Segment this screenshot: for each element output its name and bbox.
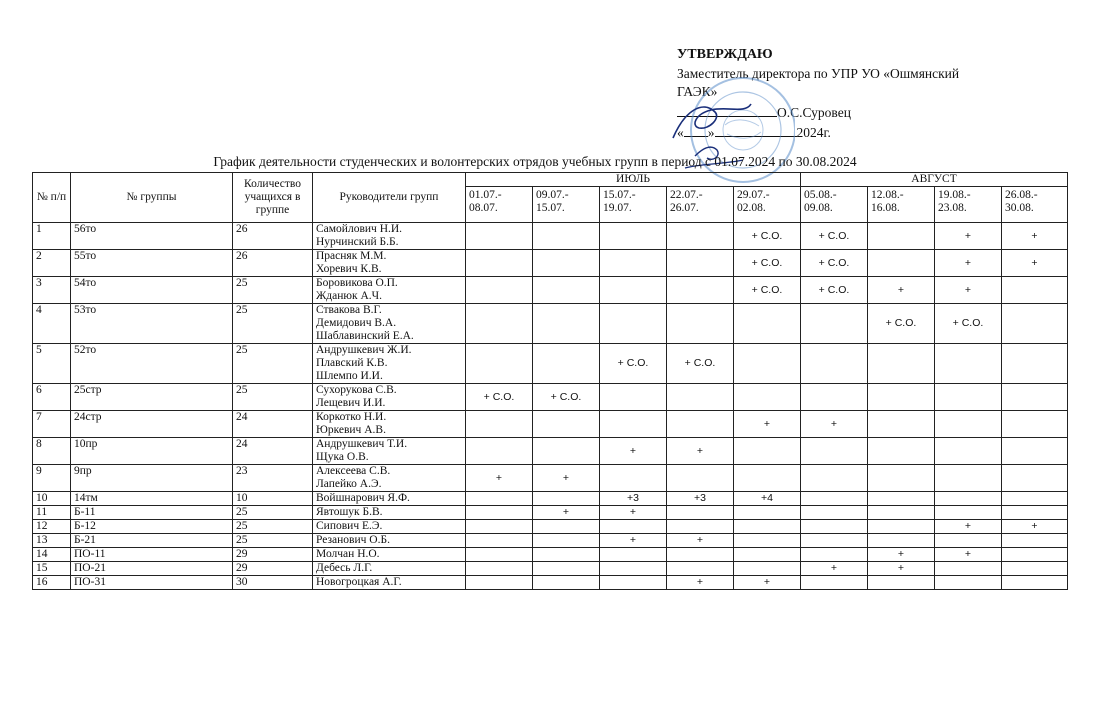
schedule-cell [533,438,600,465]
schedule-cell: + С.О. [734,277,801,304]
schedule-cell [935,384,1002,411]
schedule-cell [734,438,801,465]
row-count: 25 [233,344,313,384]
schedule-cell [935,344,1002,384]
row-group: ПО-11 [71,548,233,562]
row-leaders [313,411,466,438]
row-leaders [313,438,466,465]
row-count: 26 [233,223,313,250]
schedule-cell [935,534,1002,548]
schedule-cell: + С.О. [734,223,801,250]
row-number: 6 [33,384,71,411]
row-leaders [313,506,466,520]
leader-name: Жданюк А.Ч. [316,290,382,302]
document-title: График деятельности студенческих и волонтерских отрядов учебных групп в период с 01.07.2024 по 30.08.2024 [213,154,857,169]
row-leaders [313,223,466,250]
schedule-cell [868,250,935,277]
schedule-cell [935,492,1002,506]
row-group: 24стр [71,411,233,438]
table-row [33,492,1068,506]
row-number: 2 [33,250,71,277]
leader-name: Новогроцкая А.Г. [316,576,402,588]
row-count: 24 [233,438,313,465]
schedule-cell [868,223,935,250]
row-count: 24 [233,411,313,438]
row-count: 10 [233,492,313,506]
schedule-cell [667,411,734,438]
col-header-count: Количество учащихся в группе [233,173,313,223]
table-row [33,344,1068,384]
schedule-cell [600,465,667,492]
schedule-cell [667,250,734,277]
schedule-cell: + С.О. [801,277,868,304]
schedule-cell [533,250,600,277]
schedule-cell [1002,438,1068,465]
schedule-cell [734,304,801,344]
schedule-cell: + [734,411,801,438]
schedule-cell [801,492,868,506]
row-count: 25 [233,534,313,548]
col-header-group: № группы [71,173,233,223]
leader-name: Нурчинский Б.Б. [316,236,399,248]
schedule-cell [667,384,734,411]
schedule-cell: + [868,277,935,304]
row-leaders [313,576,466,590]
schedule-cell [868,576,935,590]
schedule-cell [801,506,868,520]
leader-name: Андрушкевич Ж.И. [316,344,412,356]
row-leaders [313,548,466,562]
period-header: 01.07.- 08.07. [466,187,533,223]
leader-name: Сипович Е.Э. [316,520,383,532]
schedule-cell [1002,534,1068,548]
table-row [33,576,1068,590]
col-header-leaders: Руководители групп [313,173,466,223]
period-header: 12.08.- 16.08. [868,187,935,223]
schedule-cell [734,465,801,492]
schedule-cell [734,520,801,534]
leader-name: Лапейко А.Э. [316,478,382,490]
period-header: 22.07.- 26.07. [667,187,734,223]
row-group: 56то [71,223,233,250]
schedule-cell [533,548,600,562]
leader-name: Боровикова О.П. [316,277,398,289]
table-row [33,304,1068,344]
schedule-cell [935,576,1002,590]
row-leaders [313,562,466,576]
schedule-cell [868,344,935,384]
col-header-num: № п/п [33,173,71,223]
schedule-cell [868,492,935,506]
schedule-cell: + [667,576,734,590]
schedule-cell [801,438,868,465]
schedule-cell: + С.О. [734,250,801,277]
schedule-cell: + [935,250,1002,277]
row-leaders [313,465,466,492]
table-row [33,223,1068,250]
schedule-cell: +3 [667,492,734,506]
row-count: 25 [233,304,313,344]
leader-name: Сухорукова С.В. [316,384,397,396]
schedule-cell: + [600,534,667,548]
schedule-cell [1002,304,1068,344]
schedule-cell: + С.О. [466,384,533,411]
schedule-cell [600,304,667,344]
row-count: 30 [233,576,313,590]
date-quote-open: « [677,125,684,140]
schedule-cell [935,465,1002,492]
schedule-cell: + [600,506,667,520]
schedule-cell [1002,562,1068,576]
leader-name: Алексеева С.В. [316,465,391,477]
schedule-cell: + [935,223,1002,250]
schedule-cell: + [600,438,667,465]
schedule-cell [466,304,533,344]
schedule-cell [466,534,533,548]
schedule-cell [600,562,667,576]
leader-name: Дебесь Л.Г. [316,562,373,574]
row-count: 25 [233,277,313,304]
schedule-cell [533,304,600,344]
leader-name: Молчан Н.О. [316,548,380,560]
schedule-cell [466,438,533,465]
leader-name: Прасняк М.М. [316,250,387,262]
schedule-cell [667,465,734,492]
schedule-cell: + [734,576,801,590]
row-count: 23 [233,465,313,492]
schedule-cell [734,548,801,562]
row-group: ПО-21 [71,562,233,576]
schedule-cell: + [533,506,600,520]
schedule-cell [868,438,935,465]
row-leaders [313,250,466,277]
schedule-cell [801,576,868,590]
schedule-cell [1002,465,1068,492]
schedule-cell: + [935,520,1002,534]
schedule-cell [466,344,533,384]
schedule-cell: + [466,465,533,492]
schedule-cell [868,384,935,411]
schedule-cell [667,562,734,576]
schedule-cell [600,548,667,562]
row-leaders [313,277,466,304]
table-row [33,438,1068,465]
schedule-cell [935,562,1002,576]
leader-name: Хоревич К.В. [316,263,382,275]
row-leaders [313,534,466,548]
schedule-cell: + С.О. [801,250,868,277]
schedule-cell: + [801,562,868,576]
row-group: Б-11 [71,506,233,520]
row-number: 13 [33,534,71,548]
table-row [33,520,1068,534]
row-number: 4 [33,304,71,344]
leader-name: Коркотко Н.И. [316,411,387,423]
date-quote-close: » [707,125,715,140]
schedule-cell [801,344,868,384]
row-number: 3 [33,277,71,304]
schedule-cell [533,576,600,590]
schedule-cell [1002,548,1068,562]
schedule-cell [1002,344,1068,384]
row-number: 16 [33,576,71,590]
schedule-cell [600,520,667,534]
row-group: 53то [71,304,233,344]
schedule-cell [801,465,868,492]
row-group: 54то [71,277,233,304]
schedule-cell [801,548,868,562]
table-row [33,465,1068,492]
schedule-cell: + [1002,520,1068,534]
schedule-cell [533,411,600,438]
schedule-cell [868,465,935,492]
table-row [33,534,1068,548]
row-leaders [313,304,466,344]
schedule-cell: +4 [734,492,801,506]
schedule-cell [734,344,801,384]
row-leaders [313,520,466,534]
schedule-cell: + [868,548,935,562]
schedule-cell [868,411,935,438]
row-group: 55то [71,250,233,277]
row-count: 25 [233,520,313,534]
schedule-cell [734,384,801,411]
leader-name: Демидович В.А. [316,317,397,329]
schedule-cell [801,534,868,548]
schedule-cell [600,277,667,304]
table-row [33,277,1068,304]
row-number: 11 [33,506,71,520]
row-number: 5 [33,344,71,384]
schedule-cell [935,506,1002,520]
signer-name: О.С.Суровец [777,104,851,120]
schedule-cell: + [1002,250,1068,277]
schedule-cell [868,534,935,548]
row-group: Б-12 [71,520,233,534]
leader-name: Явтошук Б.В. [316,506,383,518]
schedule-cell [667,223,734,250]
schedule-cell [466,411,533,438]
schedule-cell [667,548,734,562]
schedule-cell [466,506,533,520]
period-header: 05.08.- 09.08. [801,187,868,223]
row-group: ПО-31 [71,576,233,590]
schedule-cell [466,520,533,534]
schedule-cell [935,438,1002,465]
approval-position-line1: Заместитель директора по УПР УО «Ошмянский [677,65,960,81]
schedule-cell [734,534,801,548]
schedule-cell [466,548,533,562]
row-count: 25 [233,506,313,520]
schedule-cell [533,520,600,534]
schedule-cell [533,344,600,384]
leader-name: Андрушкевич Т.И. [316,438,408,450]
row-group: 25стр [71,384,233,411]
period-header: 26.08.- 30.08. [1002,187,1068,223]
schedule-cell [533,534,600,548]
schedule-cell [533,492,600,506]
row-number: 7 [33,411,71,438]
leader-name: Шаблавинский Е.А. [316,330,414,342]
period-header: 29.07.- 02.08. [734,187,801,223]
schedule-cell: + [1002,223,1068,250]
row-number: 8 [33,438,71,465]
schedule-cell: + С.О. [935,304,1002,344]
month-header-july: ИЮЛЬ [466,173,801,187]
schedule-cell [801,304,868,344]
schedule-cell [1002,384,1068,411]
row-number: 12 [33,520,71,534]
row-count: 29 [233,562,313,576]
schedule-cell [667,520,734,534]
row-number: 10 [33,492,71,506]
row-group: 10пр [71,438,233,465]
leader-name: Щука О.В. [316,451,369,463]
row-group: 9пр [71,465,233,492]
schedule-cell [600,411,667,438]
schedule-cell: + С.О. [667,344,734,384]
schedule-cell: + С.О. [600,344,667,384]
leader-name: Плавский К.В. [316,357,388,369]
row-count: 26 [233,250,313,277]
schedule-cell [1002,277,1068,304]
schedule-cell: + С.О. [801,223,868,250]
schedule-cell [667,506,734,520]
schedule-cell [533,223,600,250]
leader-name: Юркевич А.В. [316,424,386,436]
leader-name: Шлемпо И.И. [316,370,383,382]
schedule-cell: + С.О. [533,384,600,411]
row-leaders [313,344,466,384]
schedule-cell: + [801,411,868,438]
leader-name: Ствакова В.Г. [316,304,382,316]
period-header: 09.07.- 15.07. [533,187,600,223]
table-row [33,411,1068,438]
schedule-cell [533,562,600,576]
schedule-cell: +3 [600,492,667,506]
schedule-table [32,172,1068,590]
schedule-cell [466,492,533,506]
schedule-cell: + [868,562,935,576]
schedule-cell: + [935,548,1002,562]
row-group: Б-21 [71,534,233,548]
leader-name: Лещевич И.И. [316,397,386,409]
schedule-cell [466,562,533,576]
schedule-cell [667,304,734,344]
approval-year: 2024г. [796,125,831,140]
approval-heading: УТВЕРЖДАЮ [677,47,773,62]
schedule-cell: + [667,438,734,465]
period-header: 15.07.- 19.07. [600,187,667,223]
leader-name: Самойлович Н.И. [316,223,403,235]
table-row [33,562,1068,576]
leader-name: Резанович О.Б. [316,534,390,546]
leader-name: Войшнарович Я.Ф. [316,492,410,504]
row-group: 52то [71,344,233,384]
table-row [33,250,1068,277]
row-leaders [313,384,466,411]
schedule-cell [667,277,734,304]
schedule-cell [600,223,667,250]
schedule-cell [466,250,533,277]
schedule-cell [734,506,801,520]
row-number: 9 [33,465,71,492]
table-row [33,548,1068,562]
schedule-cell [868,520,935,534]
schedule-cell [533,277,600,304]
table-row [33,384,1068,411]
row-number: 14 [33,548,71,562]
row-leaders [313,492,466,506]
row-count: 25 [233,384,313,411]
schedule-cell [466,277,533,304]
schedule-cell: + С.О. [868,304,935,344]
schedule-cell [466,576,533,590]
schedule-cell [600,384,667,411]
schedule-cell [935,411,1002,438]
schedule-cell: + [667,534,734,548]
schedule-cell [466,223,533,250]
row-count: 29 [233,548,313,562]
schedule-cell [868,506,935,520]
period-header: 19.08.- 23.08. [935,187,1002,223]
schedule-cell [600,250,667,277]
row-group: 14тм [71,492,233,506]
schedule-cell [801,384,868,411]
table-row [33,506,1068,520]
schedule-cell [1002,576,1068,590]
approval-position-line2: ГАЭК» [677,84,718,99]
row-number: 15 [33,562,71,576]
schedule-cell: + [533,465,600,492]
row-number: 1 [33,223,71,250]
schedule-cell [600,576,667,590]
schedule-cell [1002,411,1068,438]
schedule-cell [1002,506,1068,520]
schedule-cell [801,520,868,534]
schedule-cell [734,562,801,576]
schedule-cell [1002,492,1068,506]
month-header-august: АВГУСТ [801,173,1068,187]
schedule-cell: + [935,277,1002,304]
